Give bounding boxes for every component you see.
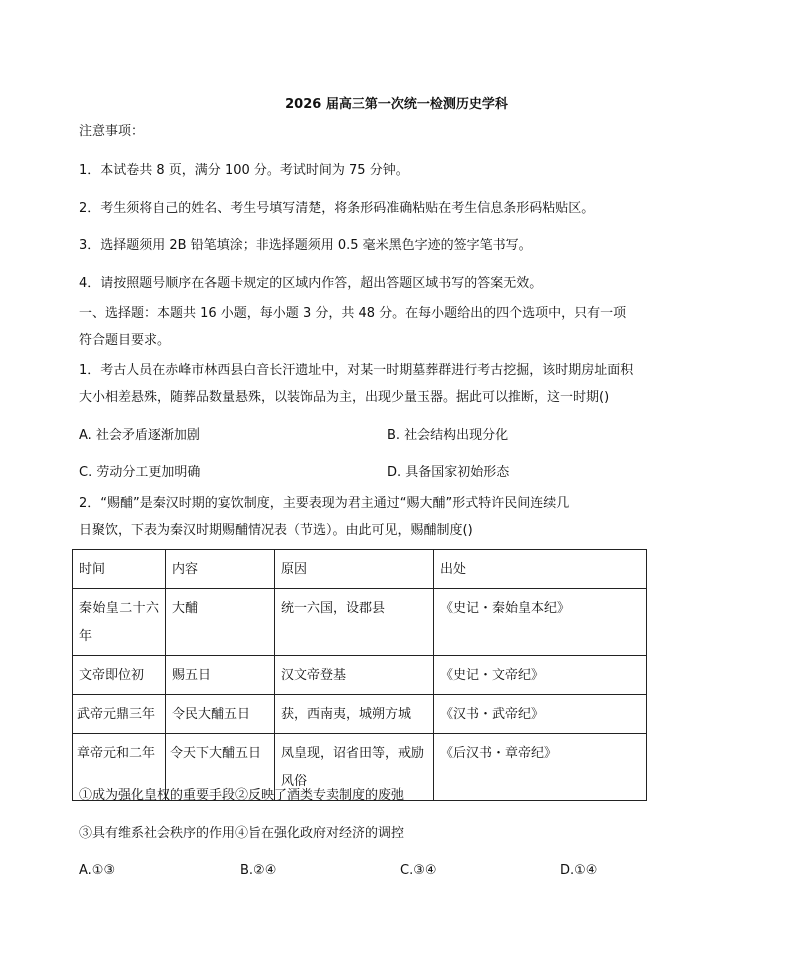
table-cell: 《后汉书・章帝纪》: [434, 734, 647, 801]
question-2-option-a: A.①③: [79, 863, 116, 878]
table-cell: 大酺: [166, 589, 275, 656]
notice-item-1: 1．本试卷共 8 页，满分 100 分。考试时间为 75 分钟。: [79, 163, 409, 178]
table-cell: 令天下大酺五日: [166, 734, 275, 801]
notice-item-3: 3．选择题须用 2B 铅笔填涂；非选择题须用 0.5 毫米黑色字迹的签字笔书写。: [79, 238, 532, 253]
question-1-option-c: C. 劳动分工更加明确: [79, 465, 201, 480]
notice-heading: 注意事项：: [79, 124, 145, 139]
table-row: [73, 695, 647, 734]
notice-item-4: 4．请按照题号顺序在各题卡规定的区域内作答，超出答题区域书写的答案无效。: [79, 276, 543, 291]
table-header-cell: 时间: [73, 550, 166, 589]
table-header-cell: 出处: [434, 550, 647, 589]
table-cell: 《史记・文帝纪》: [434, 656, 647, 695]
table-cell: 获，西南夷，城朔方城: [275, 695, 434, 734]
table-cell: 《汉书・武帝纪》: [434, 695, 647, 734]
table-cell: 凤皇现，诏省田等，戒励风俗: [275, 734, 434, 801]
table-cell: 令民大酺五日: [166, 695, 275, 734]
question-1-option-b: B. 社会结构出现分化: [387, 428, 509, 443]
table-cell: 汉文帝登基: [275, 656, 434, 695]
question-1-stem-line-1: 1．考古人员在赤峰市林西县白音长汗遗址中，对某一时期墓葬群进行考古挖掘，该时期房址面积: [79, 363, 634, 378]
table-header-row: [73, 550, 647, 589]
table-cell: 章帝元和二年: [73, 734, 166, 801]
section-heading-line-2: 符合题目要求。: [79, 333, 171, 348]
table-cell: 赐五日: [166, 656, 275, 695]
table-header-cell: 内容: [166, 550, 275, 589]
bestowal-table: [72, 549, 647, 801]
question-1-option-d: D. 具备国家初始形态: [387, 465, 510, 480]
question-2-stem-line-1: 2．“赐酺”是秦汉时期的宴饮制度，主要表现为君主通过“赐大酺”形式特许民间连续几: [79, 496, 570, 511]
question-2-option-d: D.①④: [560, 863, 598, 878]
section-heading-line-1: 一、选择题：本题共 16 小题，每小题 3 分，共 48 分。在每小题给出的四个选项中，只有一项: [79, 306, 627, 321]
table-row: [73, 656, 647, 695]
table-cell: 秦始皇二十六年: [73, 589, 166, 656]
table-cell: 武帝元鼎三年: [73, 695, 166, 734]
table-row: [73, 589, 647, 656]
table-cell: 文帝即位初: [73, 656, 166, 695]
question-2-option-b: B.②④: [240, 863, 277, 878]
question-1-option-a: A. 社会矛盾逐渐加剧: [79, 428, 200, 443]
question-2-stem-line-2: 日聚饮，下表为秦汉时期赐酺情况表（节选）。由此可见，赐酺制度(): [79, 523, 473, 538]
table-header-cell: 原因: [275, 550, 434, 589]
question-2-option-c: C.③④: [400, 863, 437, 878]
table-cell: 《史记・秦始皇本纪》: [434, 589, 647, 656]
table-cell: 统一六国，设郡县: [275, 589, 434, 656]
question-1-stem-line-2: 大小相差悬殊，随葬品数量悬殊，以装饰品为主，出现少量玉器。据此可以推断，这一时期(): [79, 390, 610, 405]
question-2-statements-line-2: ③具有维系社会秩序的作用④旨在强化政府对经济的调控: [79, 826, 405, 841]
question-2-statements-line-1: ①成为强化皇权的重要手段②反映了酒类专卖制度的废弛: [79, 788, 405, 803]
exam-title: 2026 届高三第一次统一检测历史学科: [285, 97, 508, 112]
notice-item-2: 2．考生须将自己的姓名、考生号填写清楚，将条形码准确粘贴在考生信息条形码粘贴区。: [79, 201, 595, 216]
